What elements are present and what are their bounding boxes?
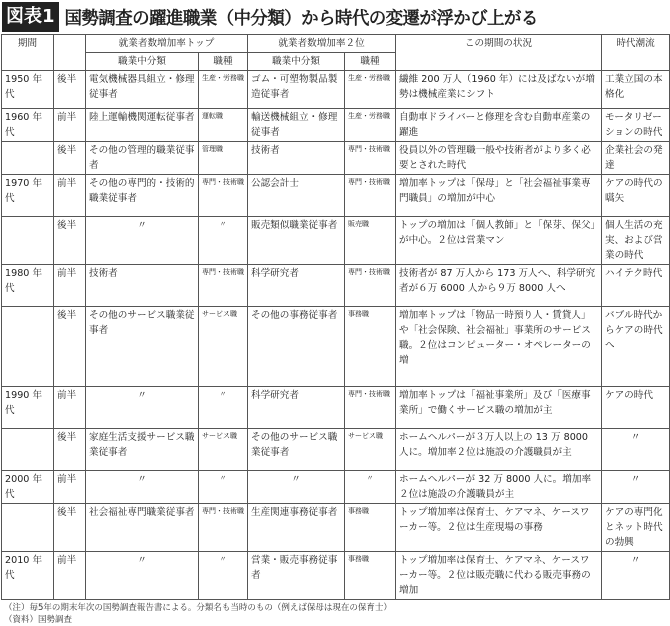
- cell-top2-category: 科学研究者: [248, 387, 345, 429]
- cell-trend: 工業立国の本格化: [602, 71, 670, 109]
- cell-decade: [2, 217, 54, 265]
- cell-top1-category: 〃: [86, 552, 199, 600]
- cell-decade: [2, 142, 54, 175]
- cell-half: 後半: [54, 217, 86, 265]
- cell-decade: [2, 429, 54, 471]
- header-half: [54, 35, 86, 71]
- cell-half: 前半: [54, 552, 86, 600]
- header-situation: この期間の状況: [396, 35, 602, 71]
- cell-decade: [2, 504, 54, 552]
- cell-top1-category: その他のサービス職業従事者: [86, 307, 199, 387]
- cell-top1-job: 専門・技術職: [199, 175, 248, 217]
- cell-top1-job: 〃: [199, 552, 248, 600]
- cell-top2-job: 生産・労務職: [345, 71, 396, 109]
- cell-top2-job: 事務職: [345, 504, 396, 552]
- cell-top2-job: 専門・技術職: [345, 175, 396, 217]
- cell-top2-job: 専門・技術職: [345, 265, 396, 307]
- cell-situation: 増加率トップは「保母」と「社会福祉事業専門職員」の増加が中心: [396, 175, 602, 217]
- header-period: 期間: [2, 35, 54, 71]
- cell-top2-category: その他の事務従事者: [248, 307, 345, 387]
- cell-top1-category: 〃: [86, 471, 199, 504]
- header-subcat-2: 職業中分類: [248, 53, 345, 71]
- table-row: [2, 175, 670, 217]
- cell-decade: 1960 年代: [2, 109, 54, 142]
- source-note: （資料）国勢調査: [4, 615, 73, 625]
- cell-top1-category: 家庭生活支援サービス職業従事者: [86, 429, 199, 471]
- cell-trend: ハイテク時代: [602, 265, 670, 307]
- cell-trend: 個人生活の充実、および営業の時代: [602, 217, 670, 265]
- data-table: [1, 34, 670, 600]
- cell-top2-category: 公認会計士: [248, 175, 345, 217]
- cell-top1-category: その他の専門的・技術的職業従事者: [86, 175, 199, 217]
- cell-half: 前半: [54, 109, 86, 142]
- table-row: [2, 265, 670, 307]
- footnote: （注）毎5年の期末年次の国勢調査報告書による。分類名も当時のもの（例えば保母は現在の保育士）: [4, 603, 392, 613]
- cell-top1-category: 〃: [86, 217, 199, 265]
- notes: [4, 602, 670, 626]
- table-row: [2, 471, 670, 504]
- cell-situation: 増加率トップは「福祉事業所」及び「医療事業所」で働くサービス職の増加が主: [396, 387, 602, 429]
- table-row: [2, 504, 670, 552]
- cell-top2-job: 専門・技術職: [345, 387, 396, 429]
- cell-half: 後半: [54, 71, 86, 109]
- cell-trend: 〃: [602, 429, 670, 471]
- cell-top2-category: 輸送機械組立・修理従事者: [248, 109, 345, 142]
- cell-top2-job: 事務職: [345, 552, 396, 600]
- cell-top2-category: 販売類似職業従事者: [248, 217, 345, 265]
- cell-top2-category: 科学研究者: [248, 265, 345, 307]
- cell-decade: 1950 年代: [2, 71, 54, 109]
- cell-top1-job: 専門・技術職: [199, 265, 248, 307]
- cell-trend: 〃: [602, 552, 670, 600]
- cell-trend: ケアの時代: [602, 387, 670, 429]
- figure-tag: 図表1: [2, 2, 59, 32]
- cell-top2-job: 事務職: [345, 307, 396, 387]
- cell-situation: トップの増加は「個人教師」と「保芽、保父」が中心。２位は営業マン: [396, 217, 602, 265]
- cell-top1-job: 運転職: [199, 109, 248, 142]
- cell-top2-category: その他のサービス職業従事者: [248, 429, 345, 471]
- cell-top2-category: 営業・販売事務従事者: [248, 552, 345, 600]
- cell-top1-job: 生産・労務職: [199, 71, 248, 109]
- cell-decade: 2000 年代: [2, 471, 54, 504]
- cell-top1-category: 電気機械器具組立・修理従事者: [86, 71, 199, 109]
- table-row: [2, 142, 670, 175]
- cell-top2-job: 専門・技術職: [345, 142, 396, 175]
- cell-situation: 繊維 200 万人（1960 年）には及ばないが増勢は機械産業にシフト: [396, 71, 602, 109]
- title-bar: [0, 0, 670, 34]
- header-trend: 時代潮流: [602, 35, 670, 71]
- cell-top2-job: 生産・労務職: [345, 109, 396, 142]
- cell-half: 前半: [54, 175, 86, 217]
- cell-trend: モータリゼーションの時代: [602, 109, 670, 142]
- header-top2: 就業者数増加率２位: [248, 35, 396, 53]
- cell-top2-job: 販売職: [345, 217, 396, 265]
- cell-situation: ホームヘルパーが 32 万 8000 人に。増加率２位は施設の介護職員が主: [396, 471, 602, 504]
- cell-trend: ケアの専門化とネット時代の勃興: [602, 504, 670, 552]
- cell-top1-category: 〃: [86, 387, 199, 429]
- header-top1: 就業者数増加率トップ: [86, 35, 248, 53]
- cell-top1-job: 管理職: [199, 142, 248, 175]
- table-row: [2, 71, 670, 109]
- cell-top2-category: 技術者: [248, 142, 345, 175]
- cell-top1-job: 〃: [199, 387, 248, 429]
- cell-top2-job: 〃: [345, 471, 396, 504]
- cell-top1-job: 〃: [199, 471, 248, 504]
- table-row: [2, 387, 670, 429]
- table-row: [2, 552, 670, 600]
- table-row: [2, 429, 670, 471]
- cell-top1-job: サービス職: [199, 429, 248, 471]
- cell-top1-category: その他の管理的職業従事者: [86, 142, 199, 175]
- cell-decade: 2010 年代: [2, 552, 54, 600]
- cell-top1-job: 〃: [199, 217, 248, 265]
- cell-half: 後半: [54, 504, 86, 552]
- cell-top1-job: 専門・技術職: [199, 504, 248, 552]
- cell-top1-category: 技術者: [86, 265, 199, 307]
- cell-top1-category: 陸上運輸機関運転従事者: [86, 109, 199, 142]
- cell-half: 後半: [54, 142, 86, 175]
- cell-half: 前半: [54, 387, 86, 429]
- cell-situation: 役員以外の管理職一般や技術者がより多く必要とされた時代: [396, 142, 602, 175]
- cell-top2-category: 〃: [248, 471, 345, 504]
- cell-trend: バブル時代からケアの時代へ: [602, 307, 670, 387]
- cell-trend: 〃: [602, 471, 670, 504]
- cell-half: 後半: [54, 307, 86, 387]
- header-job-1: 職種: [199, 53, 248, 71]
- cell-situation: 増加率トップは「物品一時預り人・賃貸人」や「社会保険、社会福祉」事業所のサービス職。２位はコンピューター・オペレーターの増: [396, 307, 602, 387]
- table-row: [2, 307, 670, 387]
- cell-situation: 自動車ドライバーと修理を含む自動車産業の躍進: [396, 109, 602, 142]
- cell-decade: 1980 年代: [2, 265, 54, 307]
- cell-half: 前半: [54, 471, 86, 504]
- table-row: [2, 217, 670, 265]
- cell-half: 前半: [54, 265, 86, 307]
- cell-decade: 1990 年代: [2, 387, 54, 429]
- cell-top1-category: 社会福祉専門職業従事者: [86, 504, 199, 552]
- table-row: [2, 109, 670, 142]
- cell-top2-job: サービス職: [345, 429, 396, 471]
- page-title: 国勢調査の躍進職業（中分類）から時代の変遷が浮かび上がる: [64, 8, 538, 29]
- cell-decade: [2, 307, 54, 387]
- cell-top2-category: 生産関連事務従事者: [248, 504, 345, 552]
- cell-decade: 1970 年代: [2, 175, 54, 217]
- cell-half: 後半: [54, 429, 86, 471]
- cell-top2-category: ゴム・可塑物製品製造従事者: [248, 71, 345, 109]
- cell-trend: 企業社会の発達: [602, 142, 670, 175]
- cell-situation: 技術者が 87 万人から 173 万人へ、科学研究者が６万 6000 人から９万 8000 人へ: [396, 265, 602, 307]
- cell-top1-job: サービス職: [199, 307, 248, 387]
- cell-situation: トップ増加率は保育士、ケアマネ、ケースワーカー等。２位は生産現場の事務: [396, 504, 602, 552]
- header-job-2: 職種: [345, 53, 396, 71]
- cell-trend: ケアの時代の嚆矢: [602, 175, 670, 217]
- cell-situation: トップ増加率は保育士、ケアマネ、ケースワーカー等。２位は販売職に代わる販売事務の増加: [396, 552, 602, 600]
- header-subcat-1: 職業中分類: [86, 53, 199, 71]
- cell-situation: ホームヘルパーが３万人以上の 13 万 8000 人に。増加率２位は施設の介護職員が主: [396, 429, 602, 471]
